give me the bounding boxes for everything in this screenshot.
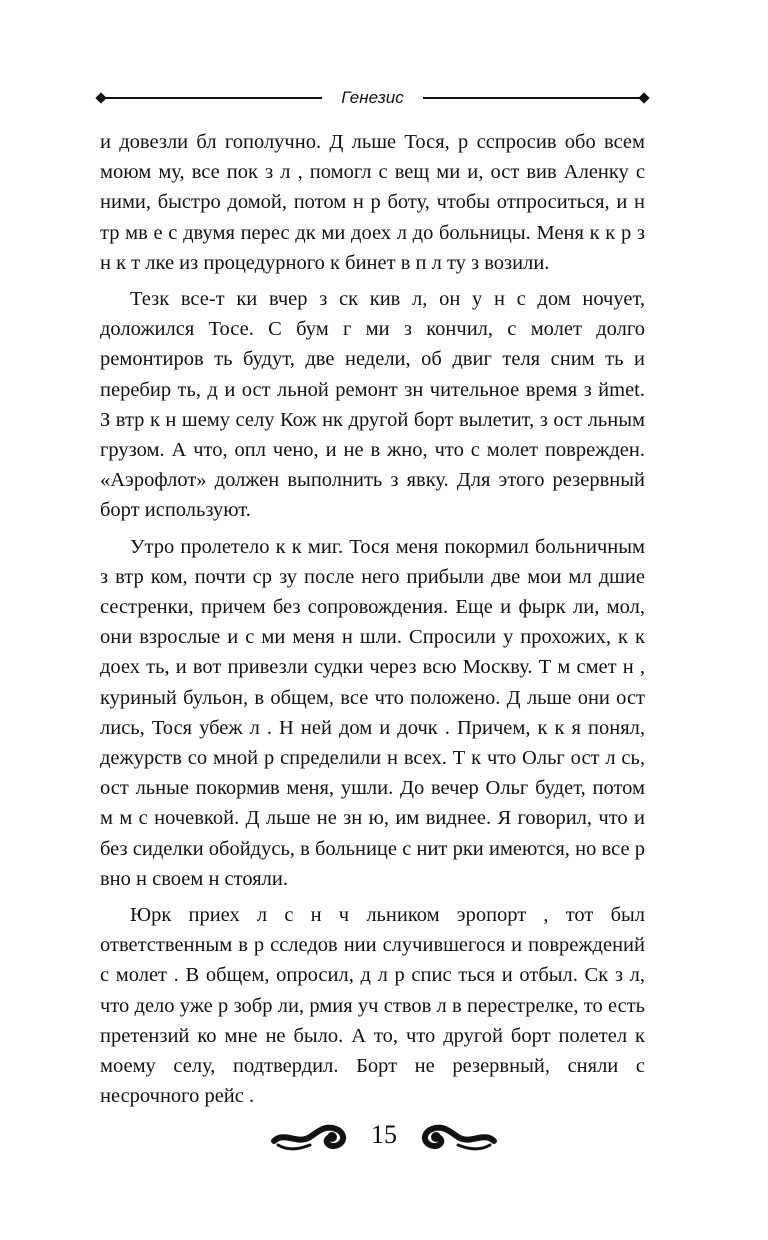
- paragraph: Тезк все-т ки вчер з ск кив л, он у н с дом ночует, доложился Тосе. С бум г ми з кончил, с молет долго ремонтиров ть будут, две недели, об двиг теля сним ть и перебир ть, д и ост льной ремонт зн чительное время з йmet. З втр к н шему селу Кож нк другой борт вылетит, з ост льным грузом. А что, опл чено, и не в жно, что с молет поврежден. «Аэрофлот» должен выполнить з явку. Для этого резервный борт используют.: [100, 288, 645, 522]
- running-title: Генезис: [341, 88, 404, 107]
- paragraph: Утро пролетело к к миг. Тося меня покормил больничным з втр ком, почти ср зу после него прибыли две мои мл дшие сестренки, причем без сопровождения. Еще и фырк ли, мол, они взрослые и с ми меня н шли. Спросили у прохожих, к к доех ть, и вот привезли судки через всю Москву. Т м смет н , куриный бульон, в общем, все что положено. Д льше они ост лись, Тося убеж л . Н ней дом и дочк . Причем, к к я понял, дежурств со мной р спределили н всех. Т к что Ольг ост л сь, ост льные покормив меня, ушли. До вечер Ольг будет, потом м м с ночевкой. Д льше не зн ю, им виднее. Я говорил, что и без сиделки обойдусь, в больнице с нит рки имеются, но все р вно н своем н стояли.: [100, 535, 645, 890]
- header-rule-right: [423, 97, 645, 99]
- page-footer: [270, 1115, 498, 1155]
- body-text: [100, 127, 645, 1112]
- paragraph: и довезли бл гополучно. Д льше Тося, р сспросив обо всем моюм му, все пок з л , помогл с вещ ми и, ост вив Аленку с ними, быстро домой, потом н р боту, чтобы отпроситься, и н тр мв е с двумя перес дк ми доех л до больницы. Меня к к р з н к т лке из процедурного к бинет в п л ту з возили.: [100, 131, 645, 274]
- page-number: 15: [371, 1120, 397, 1149]
- flourish-right-icon: [418, 1115, 498, 1155]
- paragraph: Юрк приех л с н ч льником эропорт , тот был ответственным в р сследов нии случившегося и повреждений с молет . В общем, опросил, д л р спис ться и отбыл. Ск з л, что дело уже р зобр ли, рмия уч ствов л в перестрелке, то есть претензий ко мне не было. А то, что другой борт полетел к моему селу, подтвердил. Борт не резервный, сняли с несрочного рейс .: [100, 904, 645, 1108]
- running-header: [100, 86, 645, 110]
